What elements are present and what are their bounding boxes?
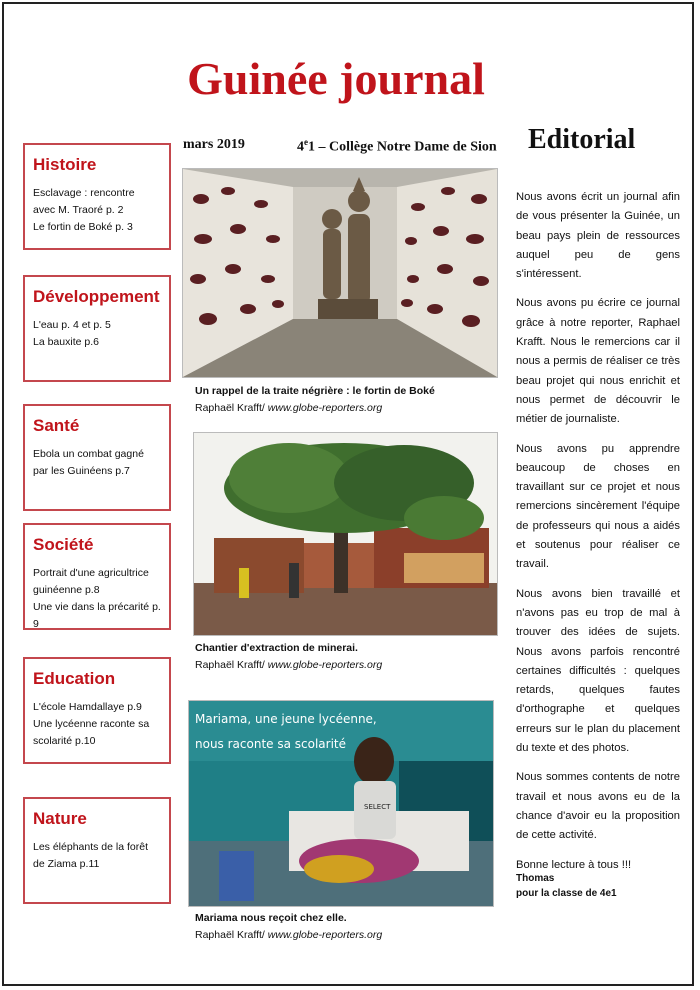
issue-class: 4e1 – Collège Notre Dame de Sion <box>297 137 497 155</box>
photo-chantier <box>193 432 498 636</box>
section-title: Développement <box>33 287 160 306</box>
photo-fortin-caption: Un rappel de la traite négrière : le fortin de Boké Raphaël Krafft/ www.globe-reporters.org <box>195 385 435 414</box>
editorial-paragraph: Bonne lecture à tous !!! <box>516 858 632 871</box>
section-item: L'eau p. 4 et p. 5 <box>33 319 111 331</box>
section-item: L'école Hamdallaye p.9 <box>33 701 142 713</box>
issue-date: mars 2019 <box>183 137 245 152</box>
section-item: Le fortin de Boké p. 3 <box>33 221 133 233</box>
photo-chantier-image <box>194 433 497 635</box>
photo-mariama-caption: Mariama nous reçoit chez elle. Raphaël Krafft/ www.globe-reporters.org <box>195 912 383 941</box>
masthead-title: Guinée journal <box>187 53 485 104</box>
editorial-body <box>516 188 680 885</box>
section-box-education[interactable] <box>23 657 171 764</box>
section-item: avec M. Traoré p. 2 <box>33 204 124 216</box>
section-item: Les éléphants de la forêt <box>33 841 148 853</box>
section-item: Esclavage : rencontre <box>33 187 135 199</box>
photo-mariama <box>188 700 494 907</box>
photo-chantier-caption: Chantier d'extraction de minerai. Raphaël Krafft/ www.globe-reporters.org <box>195 642 383 671</box>
section-item: Portrait d'une agricultrice <box>33 567 149 579</box>
photo-fortin-image <box>183 169 497 377</box>
section-box-nature[interactable] <box>23 797 171 904</box>
section-title: Education <box>33 669 116 688</box>
section-title: Histoire <box>33 155 97 174</box>
overlay-line-1: Mariama, une jeune lycéenne, <box>195 712 377 726</box>
editorial-paragraph: Nous avons écrit un journal afin de vous présenter la Guinée, un beau pays plein de ressources auquel peu de gens s'intéressent. <box>516 191 680 281</box>
editorial-paragraph: Nous avons pu apprendre beaucoup de choses en travaillant sur ce projet et nous remercions sincèrement l'équipe de professeurs qui nous a aidés et soutenus pour réaliser ce travail. <box>516 442 680 571</box>
editorial-paragraph: Nous avons pu écrire ce journal grâce à notre reporter, Raphael Krafft. Nous le remercions car il nous a permis de réaliser ce très beau projet qui nous enrichit et nous permet de découvrir le métier de journaliste. <box>516 297 680 426</box>
section-item: de Ziama p.11 <box>33 858 100 870</box>
section-item: par les Guinéens p.7 <box>33 465 130 477</box>
section-item: scolarité p.10 <box>33 735 96 747</box>
section-item: Une lycéenne raconte sa <box>33 718 150 730</box>
signature-name: Thomas <box>516 873 555 884</box>
svg-text:SELECT: SELECT <box>364 803 391 811</box>
section-item: La bauxite p.6 <box>33 336 99 348</box>
section-title: Santé <box>33 416 80 435</box>
section-box-societe[interactable] <box>23 523 171 630</box>
section-title: Nature <box>33 809 87 828</box>
overlay-line-2: nous raconte sa scolarité <box>195 737 347 751</box>
section-box-developpement[interactable] <box>23 275 171 382</box>
section-item: guinéenne p.8 <box>33 584 100 596</box>
editorial-paragraph: Nous avons bien travaillé et n'avons pas eu trop de mal à trouver des idées de sujets. Nous avons parfois rencontré certaines difficultés : quelques retards, quelques fautes d'orthographe et quelques erreurs sur le plan du placement du texte et des photos. <box>516 587 680 755</box>
section-item: Une vie dans la précarité p. 9 <box>33 601 161 630</box>
photo-fortin <box>182 168 498 378</box>
editorial-paragraph: Nous sommes contents de notre travail et nous avons eu de la chance d'avoir eu la proposition de cette activité. <box>516 771 680 842</box>
section-box-histoire[interactable] <box>23 143 171 250</box>
section-item: Ebola un combat gagné <box>33 448 144 460</box>
section-box-sante[interactable] <box>23 404 171 511</box>
photo-mariama-image <box>189 701 493 906</box>
signature-line: pour la classe de 4e1 <box>516 888 617 899</box>
editorial-signature <box>516 871 617 901</box>
section-title: Société <box>33 535 94 554</box>
editorial-title: Editorial <box>528 124 636 155</box>
